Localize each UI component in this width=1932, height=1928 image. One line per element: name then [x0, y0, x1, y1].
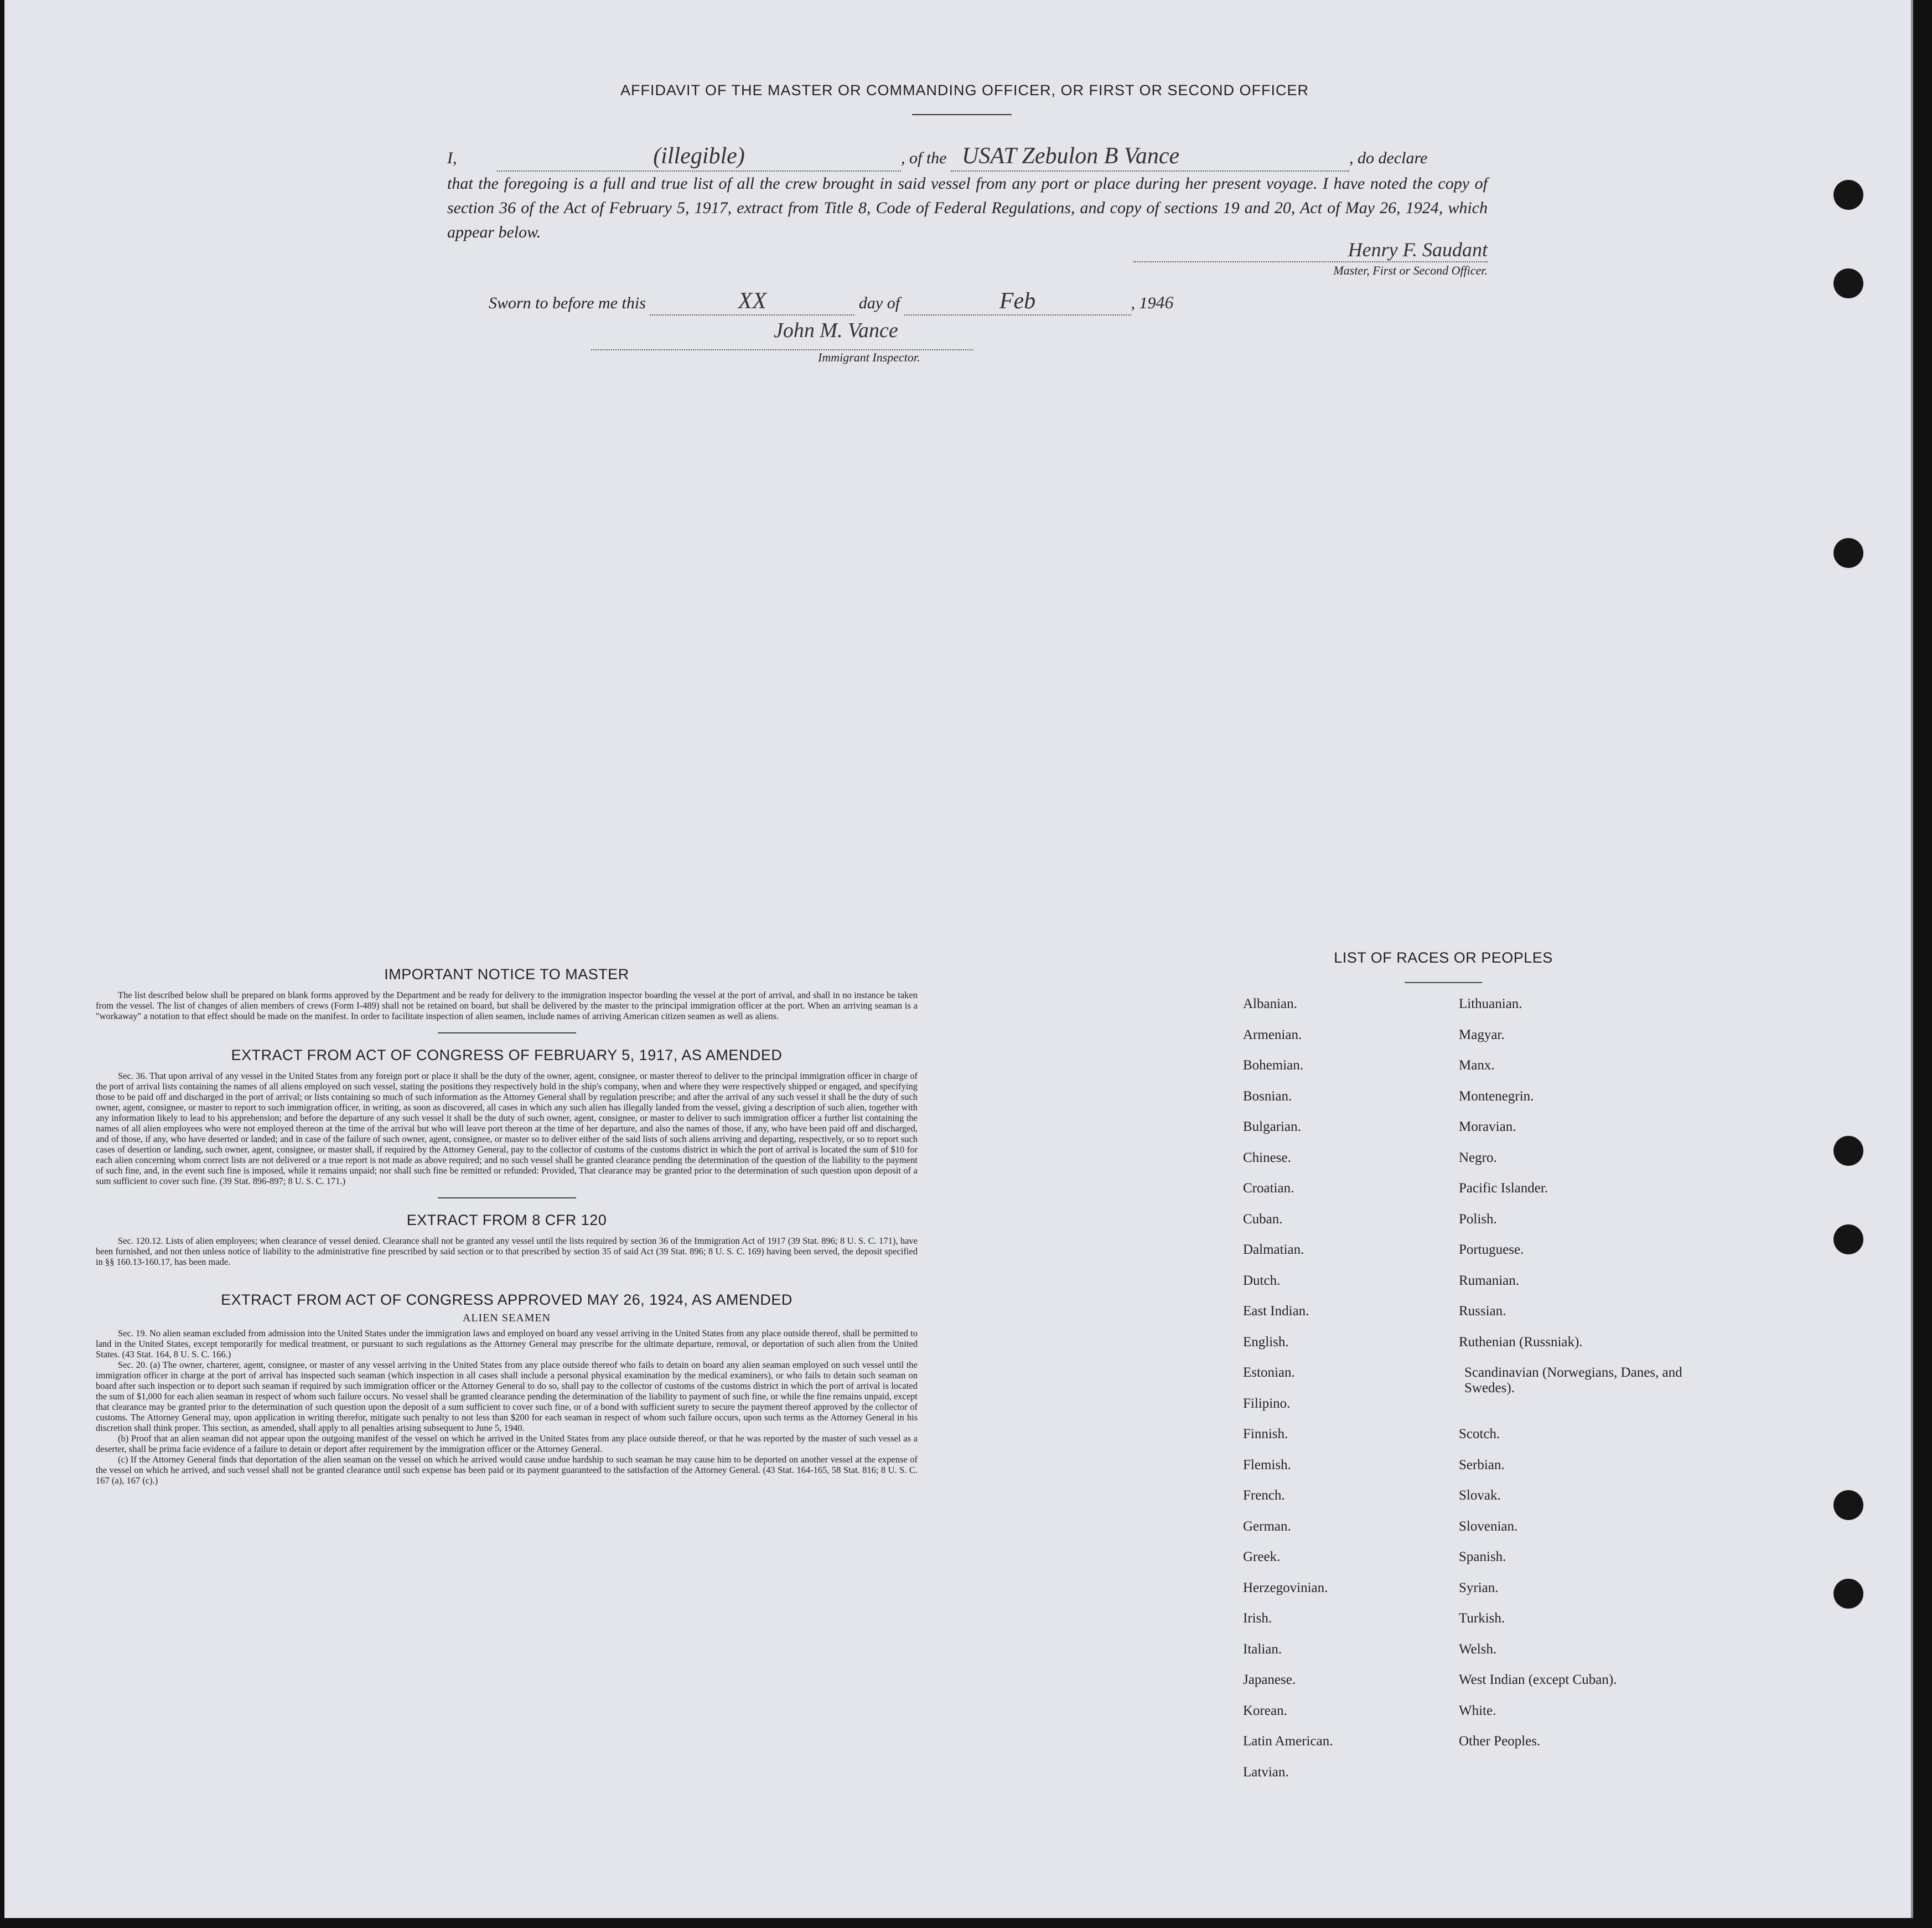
race-item: Ruthenian (Russniak). [1459, 1334, 1583, 1350]
race-item: Bulgarian. [1243, 1119, 1301, 1134]
races-list-title: LIST OF RACES OR PEOPLES [1334, 949, 1553, 966]
sworn-label: Sworn to before me this [489, 294, 646, 312]
races-title-divider [1405, 982, 1482, 983]
race-item: Portuguese. [1459, 1242, 1524, 1257]
master-signature: Henry F. Saudant [1348, 239, 1488, 261]
race-item: Scotch. [1459, 1426, 1500, 1441]
race-item: Italian. [1243, 1641, 1282, 1657]
notice-title: IMPORTANT NOTICE TO MASTER [384, 966, 629, 983]
alien-seamen-subtitle: ALIEN SEAMEN [462, 1312, 551, 1324]
race-item: Rumanian. [1459, 1273, 1520, 1288]
race-item: Polish. [1459, 1211, 1497, 1227]
race-item: West Indian (except Cuban). [1459, 1672, 1617, 1687]
master-caption: Master, First or Second Officer. [1333, 263, 1488, 277]
day-of-label: day of [858, 294, 900, 312]
race-item: Spanish. [1459, 1549, 1506, 1564]
inspector-signature: John M. Vance [774, 319, 898, 342]
do-declare-label: , do declare [1349, 149, 1428, 167]
master-signature-block [1133, 238, 1488, 278]
race-item: Montenegrin. [1459, 1088, 1534, 1104]
inspector-signature-line [591, 318, 973, 350]
race-item: Magyar. [1459, 1027, 1505, 1042]
race-item: Armenian. [1243, 1027, 1302, 1042]
race-item: Albanian. [1243, 996, 1297, 1011]
race-item: Herzegovinian. [1243, 1580, 1328, 1595]
declaration-body: that the foregoing is a full and true list of all the crew brought in said vessel from any port or place during her present voyage. I have noted the copy of section 36 of the Act of February 5, 1917, extract from Title 8, Code of Federal Regulations, and copy of sections 19 and 20, Act of May 26, 1924, which appear below. [447, 174, 1488, 241]
race-item: Chinese. [1243, 1150, 1291, 1165]
race-item: Japanese. [1243, 1672, 1296, 1687]
race-item: Filipino. [1243, 1395, 1291, 1411]
vessel-name-field [951, 144, 1349, 172]
sworn-month-handwritten: Feb [999, 288, 1036, 314]
race-item: Cuban. [1243, 1211, 1283, 1227]
binder-hole [1833, 1136, 1863, 1166]
sworn-month-field [904, 288, 1131, 316]
race-item: Dutch. [1243, 1273, 1281, 1288]
race-item: Pacific Islander. [1459, 1181, 1548, 1196]
officer-name-handwritten: (illegible) [653, 143, 745, 169]
sec-20c-paragraph: (c) If the Attorney General finds that deportation of the alien seaman on the vessel on which he arrived would cause undue hardship to such seaman he may cause him to be deported on another vessel at the expense of the vessel on which he arrived, and such vessel shall not be granted clearance until such expense has been paid or its payment guaranteed to the satisfaction of the Attorney General. (43 Stat. 164-165, 58 Stat. 816; 8 U. S. C. 167 (a), 167 (c).) [96, 1454, 918, 1486]
race-item: Bosnian. [1243, 1088, 1292, 1104]
race-item: Turkish. [1459, 1611, 1505, 1626]
extract-8cfr-body: Sec. 120.12. Lists of alien employees; when clearance of vessel denied. Clearance shall not be granted any vessel until the lists required by section 36 of the Immigration Act of 1917 (39 Stat. 896; 8 U. S. C. 171), have been furnished, and not then unless notice of liability to the administrative fine prescribed by said section or to that prescribed by section 35 of said Act (39 Stat. 896; 8 U. S. C. 169) having been served, the deposit specified in §§ 160.13-160.17, has been made. [96, 1236, 918, 1267]
extract-1917-body: Sec. 36. That upon arrival of any vessel in the United States from any foreign port or place it shall be the duty of the owner, agent, consignee, or master thereof to deliver to the principal immigration officer in charge of the port of arrival lists containing the names of all aliens employed on such vessel, stating the positions they respectively hold in the ship's company, when and where they were respectively shipped or engaged, and specifying those to be paid off and discharged in the port of arrival; or lists containing so much of such information as the Attorney General shall by regulation prescribe; and after the arrival of any such vessel it shall be the duty of such owner, agent, consignee, or master to report to such immigration officer, in writing, as soon as discovered, all cases in which any such alien has illegally landed from the vessel, giving a description of such alien, together with any information likely to lead to his apprehension; and before the departure of any such vessel it shall be the duty of such owner, agent, consignee, or master to deliver to such immigration officer a further list containing the names of all alien employees who were not employed thereon at the time of the arrival but who will leave port thereon at the time of her departure, and also the names of those, if any, who have been paid off and discharged, and of those, if any, who have deserted or landed; and in case of the failure of such owner, agent, consignee, or master so to deliver either of the said lists of such aliens arriving and departing, respectively, or so to report such cases of desertion or landing, such owner, agent, consignee, or master shall, if required by the Attorney General, pay to the collector of customs of the customs district in which the port of arrival is located the sum of $10 for each alien concerning whom correct lists are not delivered or a true report is not made as above required; and no such vessel shall be granted clearance pending the determination of the question of the liability to the payment of such fine, and, in the event such fine is imposed, while it remains unpaid; nor shall such fine be remitted or refunded: Provided, That clearance may be granted prior to the determination of such question upon deposit of a sum sufficient to cover such fine. (39 Stat. 896-897; 8 U. S. C. 171.) [96, 1071, 918, 1186]
race-item: Croatian. [1243, 1181, 1294, 1196]
officer-name-field [497, 144, 901, 172]
sec-20b-paragraph: (b) Proof that an alien seaman did not appear upon the outgoing manifest of the vessel on which he arrived in the United States from any place outside thereof, or that he was reported by the master of such vessel as a deserter, shall be prima facie evidence of a failure to detain or deport after requirement by the immigration officer or the Attorney General. [96, 1433, 918, 1454]
document-page [4, 0, 1913, 1918]
binder-hole [1833, 1490, 1863, 1520]
extract-8cfr-title: EXTRACT FROM 8 CFR 120 [406, 1212, 607, 1228]
sworn-day-handwritten: XX [738, 288, 767, 314]
binder-hole [1833, 538, 1863, 568]
race-item: French. [1243, 1488, 1285, 1503]
race-item: Welsh. [1459, 1641, 1497, 1657]
race-item: German. [1243, 1518, 1291, 1534]
race-item: Greek. [1243, 1549, 1281, 1564]
races-column-2 [1459, 996, 1691, 1765]
race-item: Slovenian. [1459, 1518, 1518, 1534]
affidavit-declaration [447, 144, 1488, 245]
vessel-name-handwritten: USAT Zebulon B Vance [962, 143, 1180, 169]
divider [438, 1197, 576, 1198]
race-item: Manx. [1459, 1058, 1495, 1073]
race-item: Finnish. [1243, 1426, 1288, 1441]
binder-hole [1833, 180, 1863, 210]
of-the-label: , of the [901, 149, 947, 167]
binder-hole [1833, 1579, 1863, 1609]
year-prefix: , 19 [1131, 294, 1156, 312]
sworn-line [489, 288, 1174, 316]
race-item: Moravian. [1459, 1119, 1516, 1134]
notice-body: The list described below shall be prepared on blank forms approved by the Department and be ready for delivery to the immigration inspector boarding the vessel at the port of arrival, and shall in no instance be taken from the vessel. The list of changes of alien members of crews (Form I-489) shall not be retained on board, but shall be delivered by the master to the principal immigration officer at the port. When an arriving seaman is a "workaway" a notation to that effect should be made on the manifest. In order to facilitate inspection of alien seamen, include names of arriving American citizen seamen as well as aliens. [96, 990, 918, 1021]
affidavit-title: AFFIDAVIT OF THE MASTER OR COMMANDING OFFICER, OR FIRST OR SECOND OFFICER [620, 82, 1309, 99]
race-item: Flemish. [1243, 1457, 1291, 1472]
race-item: Serbian. [1459, 1457, 1505, 1472]
race-item: Dalmatian. [1243, 1242, 1304, 1257]
sec-19-paragraph: Sec. 19. No alien seaman excluded from admission into the United States under the immigration laws and employed on board any vessel arriving in the United States from any place outside thereof, shall be permitted to land in the United States, except temporarily for medical treatment, or pursuant to such regulations as the Attorney General may prescribe for the ultimate departure, removal, or deportation of such alien from the United States. (43 Stat. 164, 8 U. S. C. 166.) [96, 1328, 918, 1360]
binder-hole [1833, 268, 1863, 298]
race-item: Lithuanian. [1459, 996, 1522, 1011]
title-divider [912, 114, 1012, 115]
inspector-signature-block [591, 318, 973, 365]
binder-hole [1833, 1224, 1863, 1254]
race-item: Irish. [1243, 1611, 1272, 1626]
race-item: Bohemian. [1243, 1058, 1304, 1073]
extract-1917-title: EXTRACT FROM ACT OF CONGRESS OF FEBRUARY 5, 1917, AS AMENDED [231, 1047, 783, 1063]
race-item: Syrian. [1459, 1580, 1499, 1595]
race-item: Scandinavian (Norwegians, Danes, and Swedes). [1464, 1365, 1682, 1395]
race-item: Korean. [1243, 1703, 1287, 1718]
race-item: White. [1459, 1703, 1496, 1718]
inspector-caption: Immigrant Inspector. [818, 350, 920, 364]
race-item: Negro. [1459, 1150, 1497, 1165]
divider [438, 1032, 576, 1033]
year-handwritten: 46 [1156, 292, 1174, 312]
master-signature-line [1133, 238, 1488, 262]
race-item: Estonian. [1243, 1365, 1295, 1380]
race-item: Latvian. [1243, 1764, 1289, 1780]
race-item: Russian. [1459, 1304, 1506, 1319]
sworn-day-field [650, 288, 854, 316]
race-item: East Indian. [1243, 1304, 1309, 1319]
race-item: English. [1243, 1334, 1289, 1350]
extract-1924-title: EXTRACT FROM ACT OF CONGRESS APPROVED MAY 26, 1924, AS AMENDED [221, 1291, 793, 1308]
sec-20a-paragraph: Sec. 20. (a) The owner, charterer, agent, consignee, or master of any vessel arriving in the United States from any place outside thereof who fails to detain on board any alien seaman employed on such vessel until the immigration officer in charge at the port of arrival has inspected such seaman (which inspection in all cases shall include a personal physical examination by the medical examiners), or who fails to detain such seaman on board after such inspection or to deport such seaman if required by such immigration officer or the Attorney General to do so, shall pay to the collector of customs of the customs district in which the port of arrival is located the sum of $1,000 for each alien seaman in respect of whom such failure occurs. No vessel shall be granted clearance pending the determination of the liability to payment of such fine, or while the fine remains unpaid, except that clearance may be granted prior to the determination of such question upon the deposit of a sum sufficient to cover such fine, or of a bond with sufficient surety to secure the payment thereof approved by the collector of customs. The Attorney General may, upon application in writing therefor, mitigate such penalty to not less than $200 for each seaman in respect of whom such failure occurs, upon such terms as the Attorney General in his discretion shall think proper. This section, as amended, shall apply to all penalties arising subsequent to June 5, 1940. [96, 1360, 918, 1433]
race-item: Latin American. [1243, 1734, 1333, 1749]
i-label: I, [447, 149, 457, 167]
notices-column [96, 966, 918, 1486]
race-item: Slovak. [1459, 1488, 1501, 1503]
races-column-1 [1243, 996, 1333, 1795]
race-item: Other Peoples. [1459, 1734, 1541, 1749]
